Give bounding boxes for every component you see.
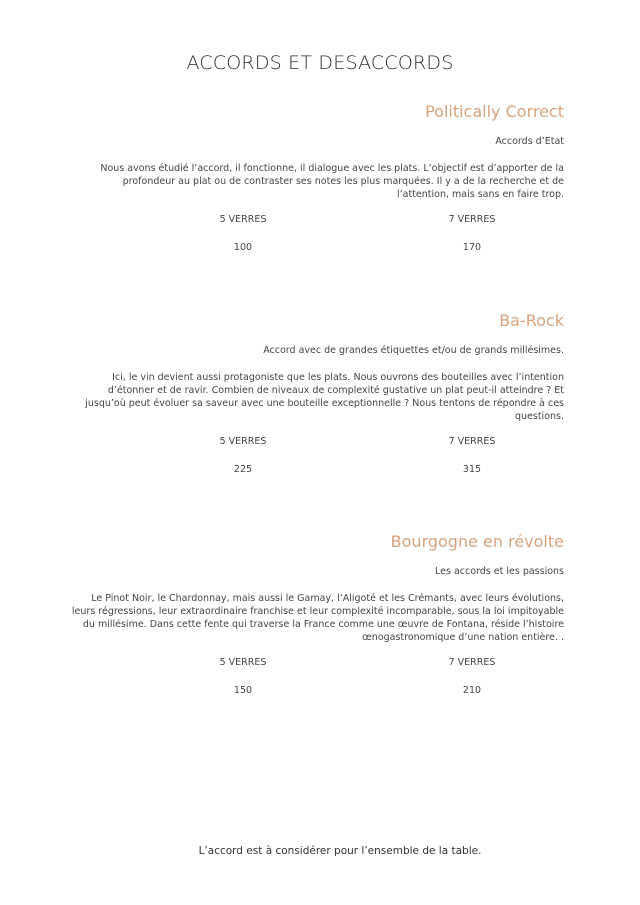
price-options [70, 435, 564, 495]
section-subtitle: Accords d’Etat [495, 136, 564, 147]
option-7-glasses [412, 435, 532, 476]
option-price: 170 [462, 242, 482, 253]
option-label: 7 VERRES [448, 436, 496, 447]
option-price: 225 [233, 464, 253, 475]
section-description: Le Pinot Noir, le Chardonnay, mais aussi le Gamay, l’Aligoté et les Crémants, avec leurs évolutions, leurs régressions, leur extraordinaire franchise et leur complexité incomparable, sous la loi impitoyable du millésime. Dans cette fente qui traverse la France comme une œuvre de Fontana, réside l’histoire œnogastronomique d’une nation entière. . [71, 593, 564, 643]
section-title: Ba-Rock [499, 311, 564, 330]
pairing-section [70, 309, 564, 495]
pairing-section [70, 100, 564, 273]
option-7-glasses [412, 213, 532, 254]
option-7-glasses [412, 656, 532, 697]
option-5-glasses [183, 213, 303, 254]
option-label: 5 VERRES [219, 657, 267, 668]
option-5-glasses [183, 656, 303, 697]
pairing-section [70, 530, 564, 716]
option-price: 150 [233, 685, 253, 696]
price-options [70, 656, 564, 716]
section-subtitle: Accord avec de grandes étiquettes et/ou de grands millésimes. [263, 345, 564, 356]
price-options [70, 213, 564, 273]
section-subtitle: Les accords et les passions [435, 566, 564, 577]
option-price: 210 [462, 685, 482, 696]
section-title: Politically Correct [425, 102, 564, 121]
section-title: Bourgogne en révolte [390, 532, 564, 551]
option-label: 5 VERRES [219, 214, 267, 225]
option-label: 5 VERRES [219, 436, 267, 447]
option-5-glasses [183, 435, 303, 476]
option-label: 7 VERRES [448, 214, 496, 225]
footer-note: L’accord est à considérer pour l’ensemble de la table. [198, 845, 482, 857]
section-description: Ici, le vin devient aussi protagoniste que les plats. Nous ouvrons des bouteilles avec l’intention d’étonner et de ravir. Combien de niveaux de complexité gustative un plat peut-il atteindre ? Et jusqu’où peut évoluer sa saveur avec une bouteille exceptionnelle ? Nous tentons de répondre à ces questions. [85, 372, 564, 422]
option-price: 315 [462, 464, 482, 475]
section-description: Nous avons étudié l’accord, il fonctionne, il dialogue avec les plats. L’objectif est d’apporter de la profondeur au plat ou de contraster ses notes les plus marquées. Il y a de la recherche et de l’attention, mais sans en faire trop. [100, 163, 564, 200]
option-price: 100 [233, 242, 253, 253]
option-label: 7 VERRES [448, 657, 496, 668]
page-title: ACCORDS ET DESACCORDS [186, 52, 454, 74]
